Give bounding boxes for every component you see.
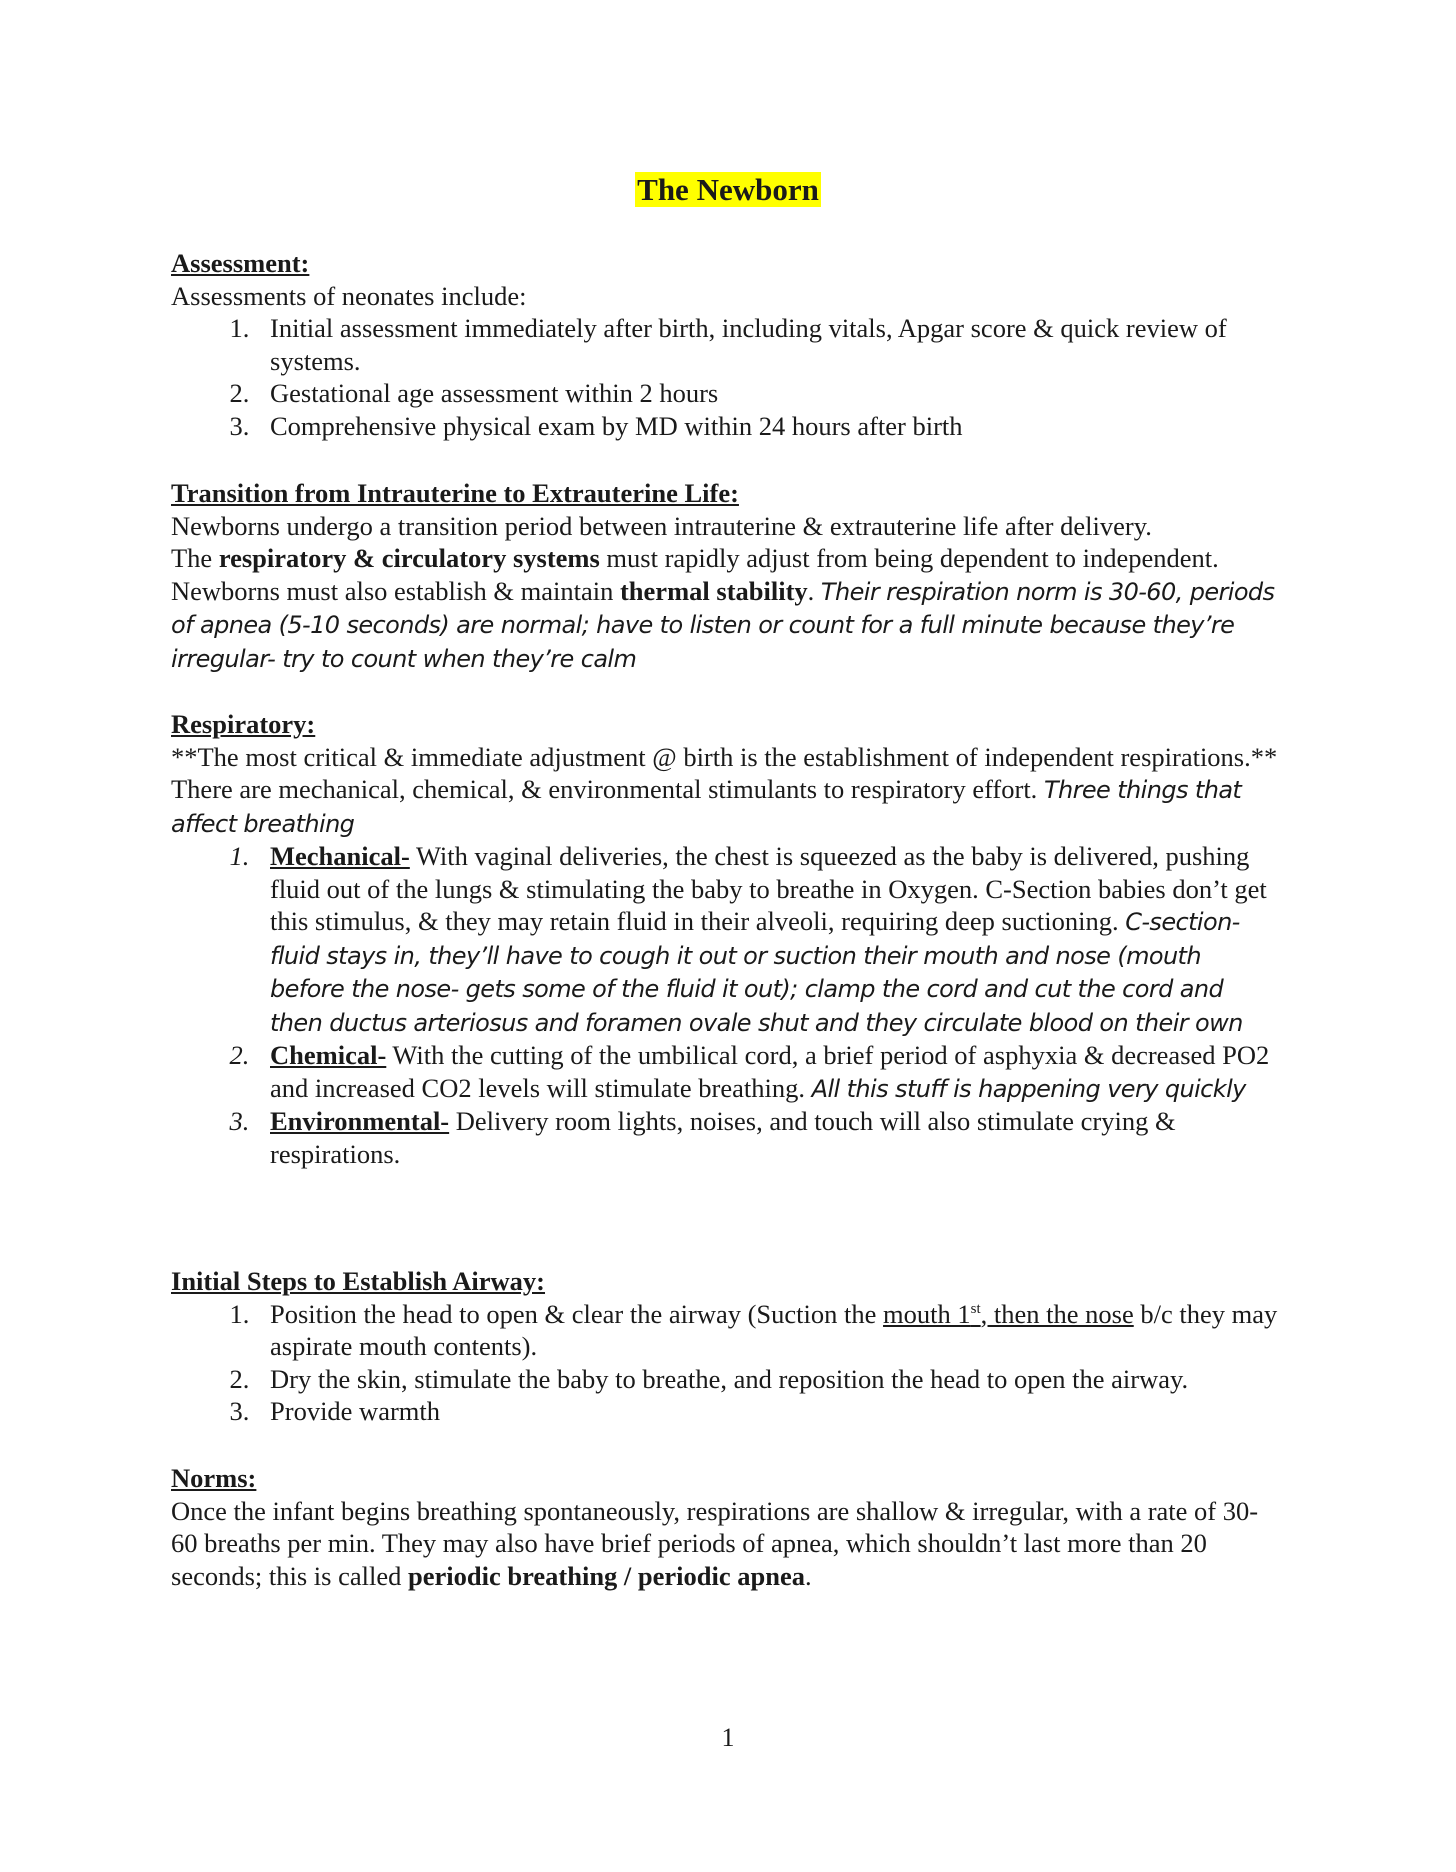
bold-term: respiratory & circulatory systems [218, 543, 600, 573]
text-run: , then the nose [980, 1298, 1134, 1329]
text-run: . [805, 1560, 812, 1591]
norms-heading: Norms: [171, 1463, 257, 1493]
italic-note: Three things that affect breathing [171, 776, 1242, 838]
airway-section [171, 1265, 1281, 1428]
text-run: With vaginal deliveries, the chest is squeezed as the baby is delivered, pushing fluid out of the lungs & stimulating the baby to breathe in Oxygen. C-Section babies don’t get this stimulus, & they may retain fluid in their alveoli, requiring deep suctioning. [270, 841, 1267, 936]
text-run: must rapidly adjust from being dependent to independent. Newborns must also establish & maintain [171, 543, 1219, 606]
transition-paragraph-1: Newborns undergo a transition period between intrauterine & extrauterine life after delivery. [171, 510, 1152, 541]
text-run: Once the infant begins breathing spontaneously, respirations are shallow & irregular, with a rate of 30-60 breaths per min. They may also have brief periods of apnea, which shouldn’t last more than 20 seconds; this is called [171, 1495, 1259, 1591]
respiratory-list [171, 840, 1281, 1171]
norms-section [171, 1462, 1281, 1592]
italic-note: All this stuff is happening very quickly [811, 1074, 1246, 1103]
list-item [256, 1298, 1281, 1363]
item-label: Mechanical- [270, 841, 410, 871]
respiratory-section [171, 708, 1281, 1171]
text-run: **The most critical & immediate adjustment @ birth is the establishment of independent respirations.** There are mechanical, chemical, & environmental stimulants to respiratory effort. [171, 741, 1278, 804]
text-run: Position the head to open & clear the airway (Suction the [270, 1298, 884, 1329]
text-run: With the cutting of the umbilical cord, a brief period of asphyxia & decreased PO2 and increased CO2 levels will stimulate breathing. [270, 1040, 1270, 1103]
italic-note: C-section- fluid stays in, they’ll have to cough it out or suction their mouth and nose (mouth before the nose- gets some of the fluid it out); clamp the cord and cut the cord and then ductus arteriosus and foramen ovale shut and they circulate blood on their own [270, 908, 1243, 1037]
assessment-intro: Assessments of neonates include: [171, 280, 527, 311]
list-item [256, 1039, 1281, 1105]
text-run: . [807, 575, 821, 606]
assessment-section [171, 247, 1281, 442]
norms-paragraph [171, 1495, 1281, 1593]
assessment-heading: Assessment: [171, 248, 310, 278]
transition-heading: Transition from Intrauterine to Extrauterine Life: [171, 478, 739, 508]
text-run: Delivery room lights, noises, and touch will also stimulate crying & respirations. [270, 1106, 1176, 1169]
respiratory-heading: Respiratory: [171, 709, 316, 739]
text-run: The [171, 543, 219, 573]
list-item [256, 840, 1281, 1039]
transition-section [171, 477, 1281, 675]
underlined-text [883, 1299, 1134, 1329]
list-item: 1. Initial assessment immediately after birth, including vitals, Apgar score & quick review of systems. [256, 312, 1281, 377]
assessment-list [171, 312, 1281, 442]
page-title [0, 170, 1456, 210]
item-label: Environmental- [270, 1106, 450, 1136]
text-run: mouth 1 [883, 1298, 971, 1329]
transition-paragraph-2 [171, 542, 1281, 675]
list-item: 2. Dry the skin, stimulate the baby to breathe, and reposition the head to open the airway. [256, 1363, 1281, 1396]
item-label: Chemical- [270, 1040, 387, 1070]
text-run: b/c they may aspirate mouth contents). [270, 1298, 1278, 1361]
list-item: 2. Gestational age assessment within 2 hours [256, 377, 1281, 410]
page-title-text: The Newborn [637, 172, 819, 207]
airway-heading: Initial Steps to Establish Airway: [171, 1266, 546, 1296]
italic-note: Their respiration norm is 30-60, periods of apnea (5-10 seconds) are normal; have to listen or count for a full minute because they’re irregular- try to count when they’re calm [171, 577, 1275, 673]
superscript: st [970, 1300, 981, 1317]
page-number: 1 [721, 1723, 735, 1752]
list-item [256, 1105, 1281, 1171]
bold-term: thermal stability [619, 575, 808, 606]
list-item: 3. Provide warmth [256, 1395, 1281, 1428]
list-item: 3. Comprehensive physical exam by MD within 24 hours after birth [256, 410, 1281, 443]
bold-term: periodic breathing / periodic apnea [408, 1560, 806, 1591]
airway-list [171, 1298, 1281, 1428]
respiratory-intro [171, 741, 1281, 841]
